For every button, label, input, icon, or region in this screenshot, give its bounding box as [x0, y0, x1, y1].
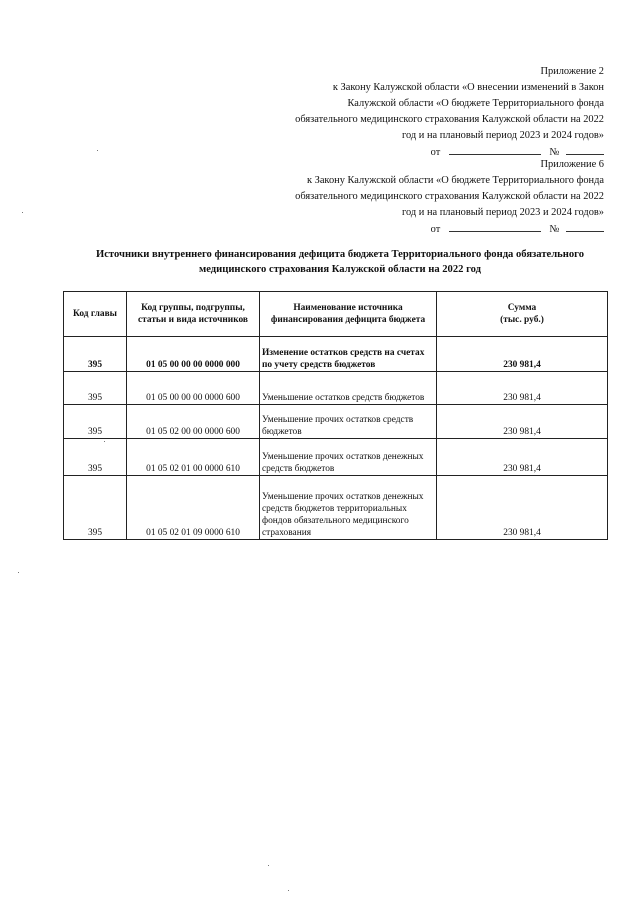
cell-code: 01 05 02 01 00 0000 610: [127, 439, 260, 476]
cell-name: Уменьшение прочих остатков средств бюджетов: [260, 405, 437, 439]
cell-code: 01 05 00 00 00 0000 000: [127, 337, 260, 372]
appendix-6-line: Приложение 6: [540, 159, 604, 170]
scan-speck: [104, 441, 105, 442]
scan-speck: [97, 150, 98, 151]
cell-name: Изменение остатков средств на счетах по учету средств бюджетов: [260, 337, 437, 372]
table-row: [64, 439, 608, 476]
cell-code: 01 05 00 00 00 0000 600: [127, 372, 260, 405]
cell-chapter: 395: [64, 337, 127, 372]
appendix-6-line: к Закону Калужской области «О бюджете Территориального фонда: [306, 175, 604, 186]
appendix-6-date-number-line: [224, 221, 604, 238]
header-source-name: Наименование источника финансирования дефицита бюджета: [260, 292, 437, 337]
scan-speck: [22, 212, 23, 213]
cell-sum: 230 981,4: [437, 439, 608, 476]
from-label: от: [430, 224, 441, 235]
document-title: [60, 247, 620, 277]
number-blank: [566, 144, 604, 155]
document-title-line: медицинского страхования Калужской области на 2022 год: [198, 264, 481, 275]
cell-chapter: 395: [64, 476, 127, 540]
appendix-2-line: обязательного медицинского страхования Калужской области на 2022: [295, 114, 604, 125]
appendix-2-line: год и на плановый период 2023 и 2024 годов»: [402, 130, 604, 141]
table-header-row: [64, 292, 608, 337]
appendix-6-line: обязательного медицинского страхования Калужской области на 2022: [295, 191, 604, 202]
appendix-2-line: Калужской области «О бюджете Территориального фонда: [347, 98, 604, 109]
document-title-line: Источники внутреннего финансирования дефицита бюджета Территориального фонда обязательного: [95, 249, 585, 260]
cell-sum: 230 981,4: [437, 405, 608, 439]
cell-code: 01 05 02 00 00 0000 600: [127, 405, 260, 439]
cell-name: Уменьшение прочих остатков денежных средств бюджетов территориальных фондов обязательного медицинского страхования: [260, 476, 437, 540]
appendix-6-line: год и на плановый период 2023 и 2024 годов»: [402, 207, 604, 218]
date-blank: [449, 221, 541, 232]
cell-code: 01 05 02 01 09 0000 610: [127, 476, 260, 540]
scan-speck: [18, 572, 19, 573]
header-sum: Сумма (тыс. руб.): [437, 292, 608, 337]
cell-sum: 230 981,4: [437, 372, 608, 405]
scan-speck: [288, 890, 289, 891]
number-label: №: [549, 147, 560, 158]
cell-chapter: 395: [64, 372, 127, 405]
table-row: [64, 372, 608, 405]
table-row: [64, 476, 608, 540]
number-label: №: [549, 224, 560, 235]
cell-name: Уменьшение остатков средств бюджетов: [260, 372, 437, 405]
header-chapter-code: Код главы: [64, 292, 127, 337]
cell-name: Уменьшение прочих остатков денежных средств бюджетов: [260, 439, 437, 476]
cell-sum: 230 981,4: [437, 337, 608, 372]
cell-chapter: 395: [64, 405, 127, 439]
scan-speck: [268, 865, 269, 866]
table-row: [64, 405, 608, 439]
appendix-2-line: к Закону Калужской области «О внесении изменений в Закон: [332, 82, 604, 93]
table-row: [64, 337, 608, 372]
number-blank: [566, 221, 604, 232]
financing-sources-table: [63, 291, 608, 540]
appendix-2-line: Приложение 2: [540, 66, 604, 77]
cell-chapter: 395: [64, 439, 127, 476]
appendix-2-header: [224, 64, 604, 161]
appendix-6-header: [224, 157, 604, 238]
cell-sum: 230 981,4: [437, 476, 608, 540]
header-source-code: Код группы, подгруппы, статьи и вида источников: [127, 292, 260, 337]
date-blank: [449, 144, 541, 155]
from-label: от: [430, 147, 441, 158]
